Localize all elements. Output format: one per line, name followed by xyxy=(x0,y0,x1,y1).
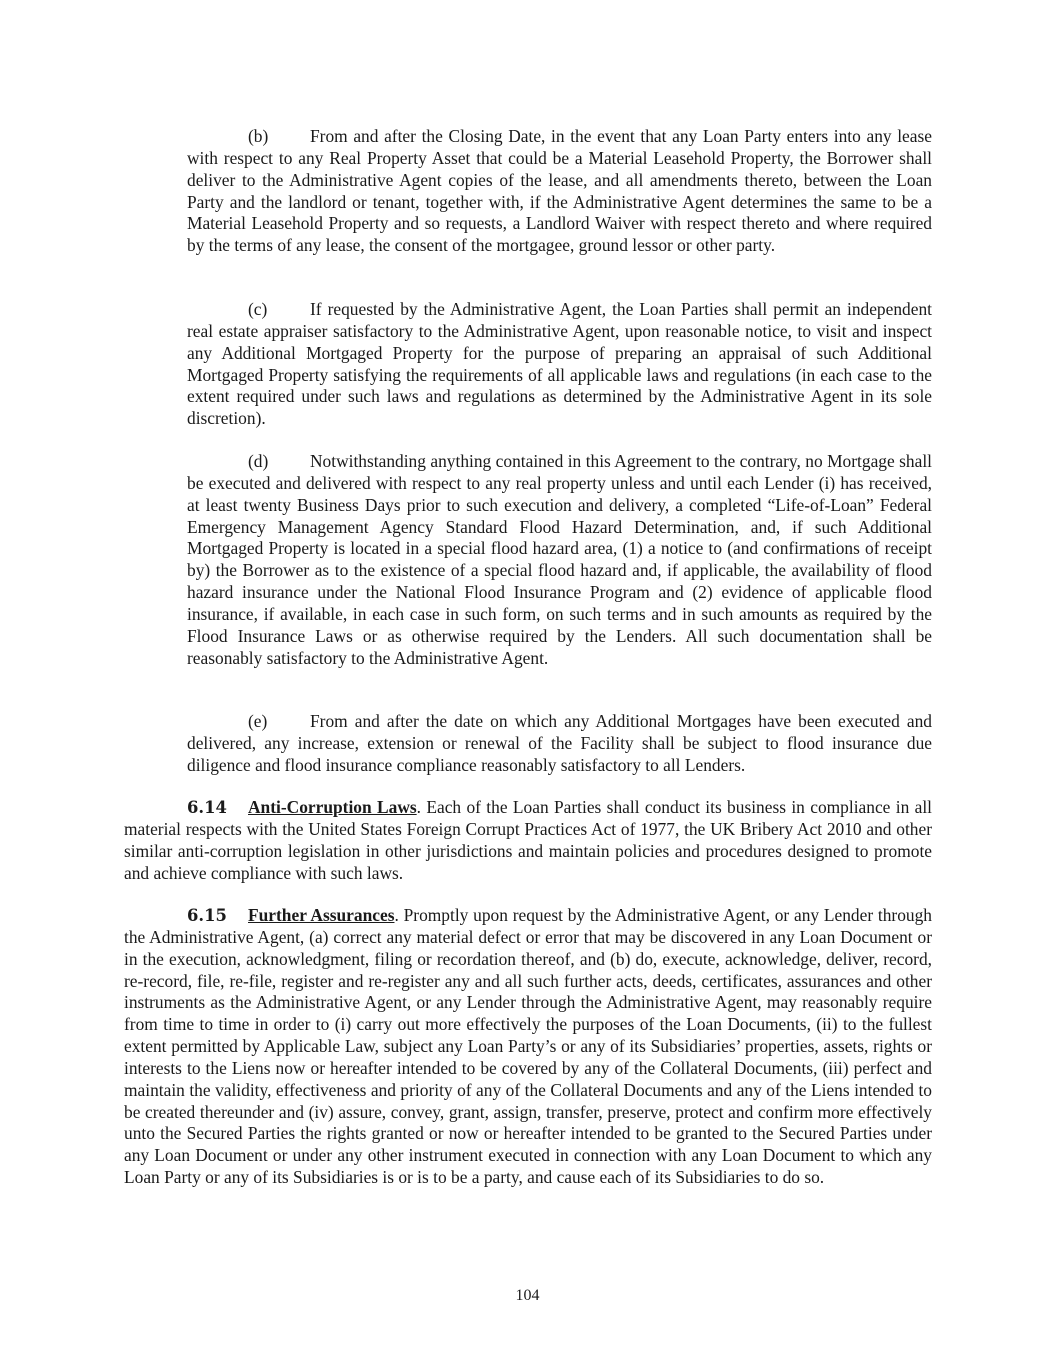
paragraph-text: From and after the Closing Date, in the event that any Loan Party enters into any lease with respect to any Real Property Asset that could be a Material Leasehold Property, the Borrower shall deliver to the Administrative Agent copies of the lease, and all amendments thereto, between the Loan Party and the landlord or tenant, together with, if the Administrative Agent determines the same to be a Material Leasehold Property and so requests, a Landlord Waiver with respect thereto and where required by the terms of any lease, the consent of the mortgagee, ground lessor or other party. xyxy=(187,126,932,256)
section-heading: Further Assurances xyxy=(248,905,395,925)
paragraph-c xyxy=(187,299,932,430)
paragraph-text: From and after the date on which any Additional Mortgages have been executed and delivered, any increase, extension or renewal of the Facility shall be subject to flood insurance due diligence and flood insurance compliance reasonably satisfactory to all Lenders. xyxy=(187,711,932,775)
section-6-15 xyxy=(124,905,932,1189)
paragraph-label: (e) xyxy=(248,711,268,731)
page-number: 104 xyxy=(515,1287,540,1304)
section-text: . Each of the Loan Parties shall conduct its business in compliance in all material respects with the United States Foreign Corrupt Practices Act of 1977, the UK Bribery Act 2010 and other similar anti-corruption legislation in other jurisdictions and maintain policies and procedures designed to promote and achieve compliance with such laws. xyxy=(124,797,933,883)
section-6-14 xyxy=(124,797,932,884)
paragraph-d xyxy=(187,451,932,669)
section-number: 6.15 xyxy=(187,906,227,925)
paragraph-text: If requested by the Administrative Agent, the Loan Parties shall permit an independent real estate appraiser satisfactory to the Administrative Agent, upon reasonable notice, to visit and inspect any Additional Mortgaged Property for the purpose of preparing an appraisal of such Additional Mortgaged Property satisfying the requirements of all applicable laws and regulations (in each case to the extent required under such laws and regulations as determined by the Administrative Agent in its sole discretion). xyxy=(187,299,932,429)
paragraph-text: Notwithstanding anything contained in this Agreement to the contrary, no Mortgage shall be executed and delivered with respect to any real property unless and until each Lender (i) has received, at least twenty Business Days prior to such execution and delivery, a completed “Life-of-Loan” Federal Emergency Management Agency Standard Flood Hazard Determination, and, if such Additional Mortgaged Property is located in a special flood hazard area, (1) a notice to (and confirmations of receipt by) the Borrower as to the existence of a special flood hazard and, if applicable, the availability of flood hazard insurance under the National Flood Insurance Program and (2) evidence of applicable flood insurance, if available, in each case in such form, on such terms and in such amounts as required by the Flood Insurance Laws or as otherwise required by the Lenders. All such documentation shall be reasonably satisfactory to the Administrative Agent. xyxy=(187,451,932,668)
section-number: 6.14 xyxy=(187,798,227,817)
paragraph-label: (b) xyxy=(248,126,269,146)
paragraph-b xyxy=(187,126,932,257)
paragraph-label: (c) xyxy=(248,299,268,319)
paragraph-label: (d) xyxy=(248,451,269,471)
paragraph-e xyxy=(187,711,932,777)
section-text: . Promptly upon request by the Administrative Agent, or any Lender through the Administrative Agent, (a) correct any material defect or error that may be discovered in any Loan Document or in the execution, acknowledgment, filing or recordation thereof, and (b) do, execute, acknowledge, deliver, record, re-record, file, re-file, register and re-register any and all such further acts, deeds, certificates, assurances and other instruments as the Administrative Agent, or any Lender through the Administrative Agent, may reasonably require from time to time in order to (i) carry out more effectively the purposes of the Loan Documents, (ii) to the fullest extent permitted by Applicable Law, subject any Loan Party’s or any of its Subsidiaries’ properties, assets, rights or interests to the Liens now or hereafter intended to be covered by any of the Collateral Documents, (iii) perfect and maintain the validity, effectiveness and priority of any of the Collateral Documents and any of the Liens intended to be created thereunder and (iv) assure, convey, grant, assign, transfer, preserve, protect and confirm more effectively unto the Secured Parties the rights granted or now or hereafter intended to be granted to the Secured Parties under any Loan Document or under any other instrument executed in connection with any Loan Document to which any Loan Party or any of its Subsidiaries is or is to be a party, and cause each of its Subsidiaries to do so. xyxy=(124,905,932,1188)
section-heading: Anti-Corruption Laws xyxy=(248,797,417,817)
